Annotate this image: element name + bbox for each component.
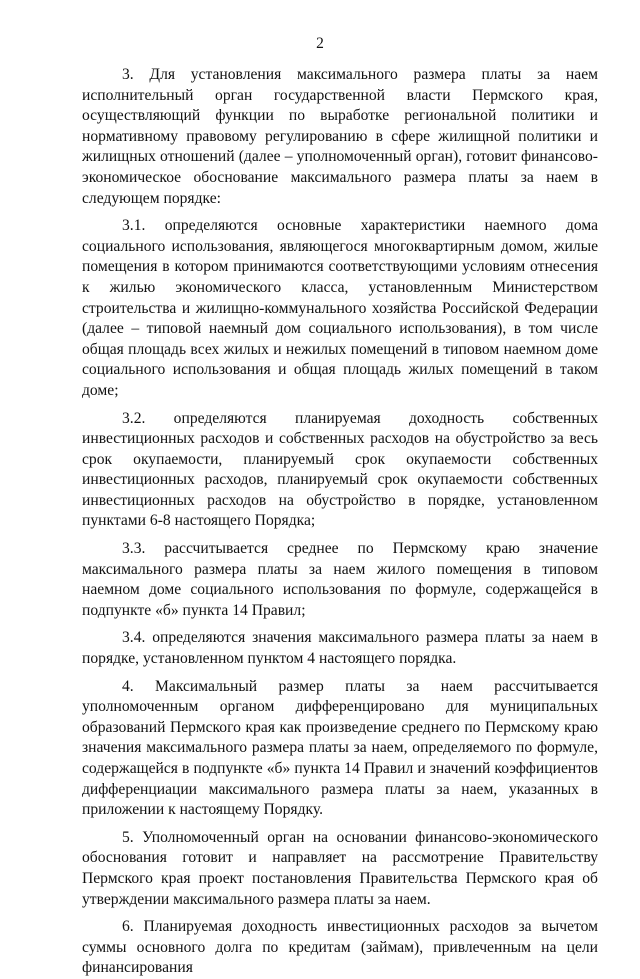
paragraph-3-4: 3.4. определяются значения максимального размера платы за наем в порядке, установленном пунктом 4 настоящего порядка. — [82, 629, 598, 668]
paragraph-4: 4. Максимальный размер платы за наем рассчитывается уполномоченным органом дифференцировано для муниципальных образований Пермского края как произведение среднего по Пермскому краю значения максимального размера платы за наем, определяемого по формуле, содержащейся в подпункте «б» пункта 14 Правил и значений коэффициентов дифференциации максимального размера платы за наем, указанных в приложении к настоящему Порядку. — [82, 677, 598, 819]
paragraph-3: 3. Для установления максимального размера платы за наем исполнительный орган государственной власти Пермского края, осуществляющий функции по выработке региональной политики и нормативному правовому регулированию в сфере жилищной политики и жилищных отношений (далее – уполномоченный орган), готовит финансово-экономическое обоснование максимального размера платы за наем в следующем порядке: — [82, 66, 598, 207]
page-number: 2 — [316, 35, 324, 52]
paragraph-5: 5. Уполномоченный орган на основании финансово-экономического обоснования готовит и направляет на рассмотрение Правительству Пермского края проект постановления Правительства Пермского края об утверждении максимального размера платы за наем. — [82, 828, 598, 908]
paragraph-3-2: 3.2. определяются планируемая доходность собственных инвестиционных расходов и собственных расходов на обустройство за весь срок окупаемости, планируемый срок окупаемости собственных инвестиционных расходов, планируемый срок окупаемости собственных инвестиционных расходов на обустройство в порядке, установленном пунктами 6-8 настоящего Порядка; — [82, 409, 598, 530]
document-body — [82, 65, 598, 979]
paragraph-3-1: 3.1. определяются основные характеристики наемного дома социального использования, являющегося многоквартирным домом, жилые помещения в котором принимаются соответствующими условиям отнесения к жилью экономического класса, установленным Министерством строительства и жилищно-коммунального хозяйства Российской Федерации (далее – типовой наемный дом социального использования), в том числе общая площадь всех жилых и нежилых помещений в типовом наемном доме социального использования и общая площадь жилых помещений в таком доме; — [82, 217, 598, 399]
paragraph-6: 6. Планируемая доходность инвестиционных расходов за вычетом суммы основного долга по кредитам (займам), привлеченным на цели финансирования — [82, 918, 598, 977]
paragraph-3-3: 3.3. рассчитывается среднее по Пермскому краю значение максимального размера платы за наем жилого помещения в типовом наемном доме социального использования по формуле, содержащейся в подпункте «б» пункта 14 Правил; — [82, 540, 598, 619]
